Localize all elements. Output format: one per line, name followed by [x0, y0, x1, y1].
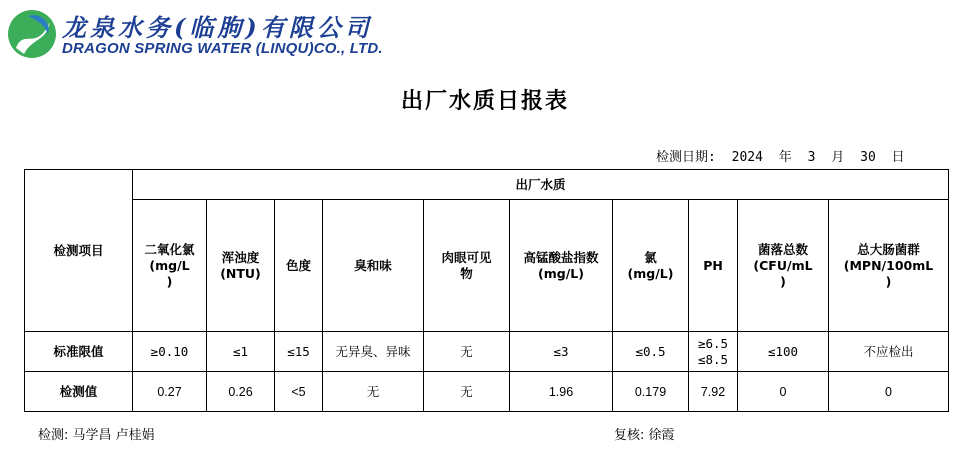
col-header-odor-taste: 臭和味: [323, 200, 424, 332]
measured-cell: 无: [424, 372, 510, 412]
col-header-visible-matter: 肉眼可见 物: [424, 200, 510, 332]
inspection-date: [656, 146, 913, 165]
col-header-permanganate-index: 高锰酸盐指数 (mg/L): [510, 200, 613, 332]
measured-row: [25, 372, 949, 412]
standard-cell: 无异臭、异味: [323, 332, 424, 372]
measured-cell: 0: [829, 372, 949, 412]
date-day: 30: [860, 150, 876, 165]
company-name-cn: 龙泉水务(临朐)有限公司: [62, 13, 373, 42]
company-name-en: DRAGON SPRING WATER (LINQU)CO., LTD.: [62, 40, 383, 57]
col-header-ph: PH: [689, 200, 738, 332]
measured-cell: 0.26: [207, 372, 275, 412]
standard-cell: 无: [424, 332, 510, 372]
col-header-chlorine: 氯 (mg/L): [613, 200, 689, 332]
col-header-colony-count: 菌落总数 (CFU/mL ): [738, 200, 829, 332]
reviewer-signature: 复核: 徐霞: [614, 428, 675, 443]
measured-cell: 0.179: [613, 372, 689, 412]
standard-label-cell: 标准限值: [25, 332, 133, 372]
date-day-unit: 日: [891, 150, 905, 165]
measured-cell: 1.96: [510, 372, 613, 412]
standard-cell: ≤100: [738, 332, 829, 372]
company-logo: [6, 8, 58, 60]
inspector-signature: 检测: 马学昌 卢桂娟: [38, 428, 155, 443]
measured-cell: 7.92: [689, 372, 738, 412]
date-month-unit: 月: [831, 150, 845, 165]
column-header-row: [25, 200, 949, 332]
col-header-turbidity: 浑浊度 (NTU): [207, 200, 275, 332]
page-title: 出厂水质日报表: [400, 88, 569, 114]
date-month: 3: [807, 150, 816, 165]
date-year-unit: 年: [778, 150, 792, 165]
col-header-color: 色度: [275, 200, 323, 332]
group-header-cell: 出厂水质: [133, 170, 949, 200]
standard-cell: ≤1: [207, 332, 275, 372]
group-header-row: [25, 170, 949, 200]
measured-cell: <5: [275, 372, 323, 412]
measured-cell: 无: [323, 372, 424, 412]
standard-cell: 不应检出: [829, 332, 949, 372]
standard-row: [25, 332, 949, 372]
standard-cell: ≤15: [275, 332, 323, 372]
col-header-coliform: 总大肠菌群 (MPN/100mL ): [829, 200, 949, 332]
row-header-cell: 检测项目: [25, 170, 133, 332]
standard-cell: ≥6.5 ≤8.5: [689, 332, 738, 372]
measured-label-cell: 检测值: [25, 372, 133, 412]
standard-cell: ≤3: [510, 332, 613, 372]
standard-cell: ≥0.10: [133, 332, 207, 372]
measured-cell: 0: [738, 372, 829, 412]
col-header-chlorine-dioxide: 二氧化氯 (mg/L ): [133, 200, 207, 332]
water-quality-table: [24, 169, 949, 412]
date-label: 检测日期:: [656, 150, 716, 165]
standard-cell: ≤0.5: [613, 332, 689, 372]
measured-cell: 0.27: [133, 372, 207, 412]
date-year: 2024: [731, 150, 763, 165]
